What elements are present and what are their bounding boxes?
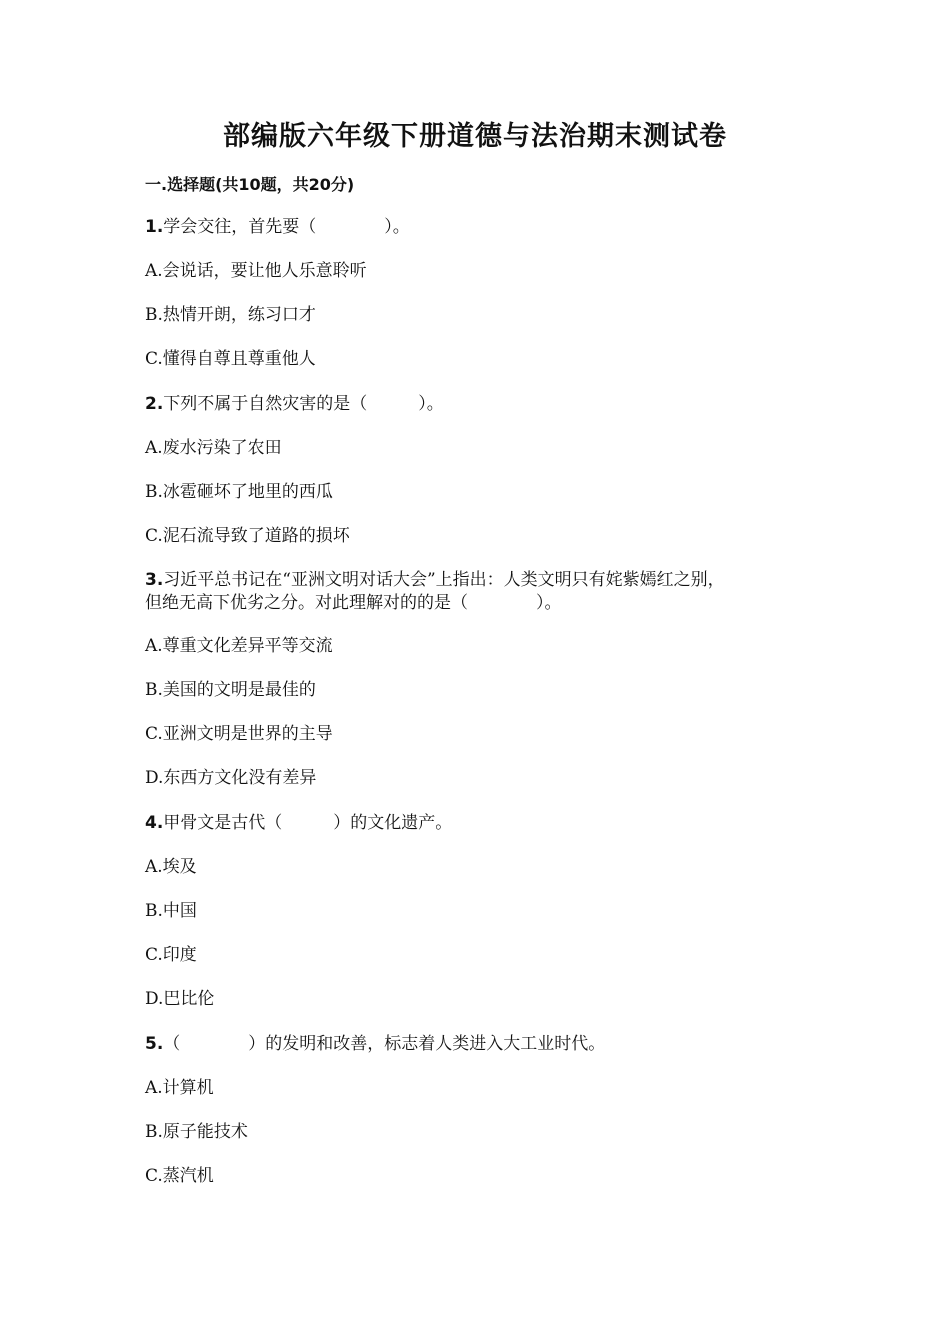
- question-2-option-a: A.废水污染了农田: [145, 438, 282, 458]
- question-4-option-a: A.埃及: [145, 857, 197, 877]
- question-1-option-b: B.热情开朗，练习口才: [145, 305, 316, 325]
- question-1-stem: [145, 216, 410, 238]
- question-number: 2.: [145, 394, 164, 414]
- question-4-option-c: C.印度: [145, 945, 197, 965]
- question-1-option-c: C.懂得自尊且尊重他人: [145, 349, 316, 369]
- question-1-option-a: A.会说话，要让他人乐意聆听: [145, 261, 367, 281]
- question-3-stem: [145, 569, 725, 591]
- question-2-stem: [145, 393, 444, 415]
- question-text: 甲骨文是古代（ ）的文化遗产。: [163, 813, 453, 833]
- question-number: 1.: [145, 217, 164, 237]
- question-3-option-a: A.尊重文化差异平等交流: [145, 636, 333, 656]
- question-2-option-c: C.泥石流导致了道路的损坏: [145, 526, 350, 546]
- question-3-option-c: C.亚洲文明是世界的主导: [145, 724, 333, 744]
- question-4-option-d: D.巴比伦: [145, 989, 215, 1009]
- question-3-stem-continued: 但绝无高下优劣之分。对此理解对的的是（ ）。: [145, 593, 562, 613]
- question-text: 学会交往，首先要（ ）。: [163, 217, 410, 237]
- question-5-option-a: A.计算机: [145, 1078, 214, 1098]
- question-3-option-d: D.东西方文化没有差异: [145, 768, 317, 788]
- question-5-option-b: B.原子能技术: [145, 1122, 248, 1142]
- question-number: 5.: [145, 1034, 164, 1054]
- question-2-option-b: B.冰雹砸坏了地里的西瓜: [145, 482, 333, 502]
- question-number: 4.: [145, 813, 164, 833]
- question-text: 习近平总书记在“亚洲文明对话大会”上指出：人类文明只有姹紫嫣红之别，: [163, 570, 725, 590]
- question-5-stem: [145, 1033, 605, 1055]
- question-5-option-c: C.蒸汽机: [145, 1166, 214, 1186]
- question-text: （ ）的发明和改善，标志着人类进入大工业时代。: [163, 1034, 606, 1054]
- question-number: 3.: [145, 570, 164, 590]
- question-text: 下列不属于自然灾害的是（ ）。: [163, 394, 444, 414]
- question-4-stem: [145, 812, 452, 834]
- page-title: 部编版六年级下册道德与法治期末测试卷: [223, 121, 727, 152]
- section-heading: 一.选择题(共10题，共20分): [145, 175, 355, 194]
- question-4-option-b: B.中国: [145, 901, 197, 921]
- question-3-option-b: B.美国的文明是最佳的: [145, 680, 316, 700]
